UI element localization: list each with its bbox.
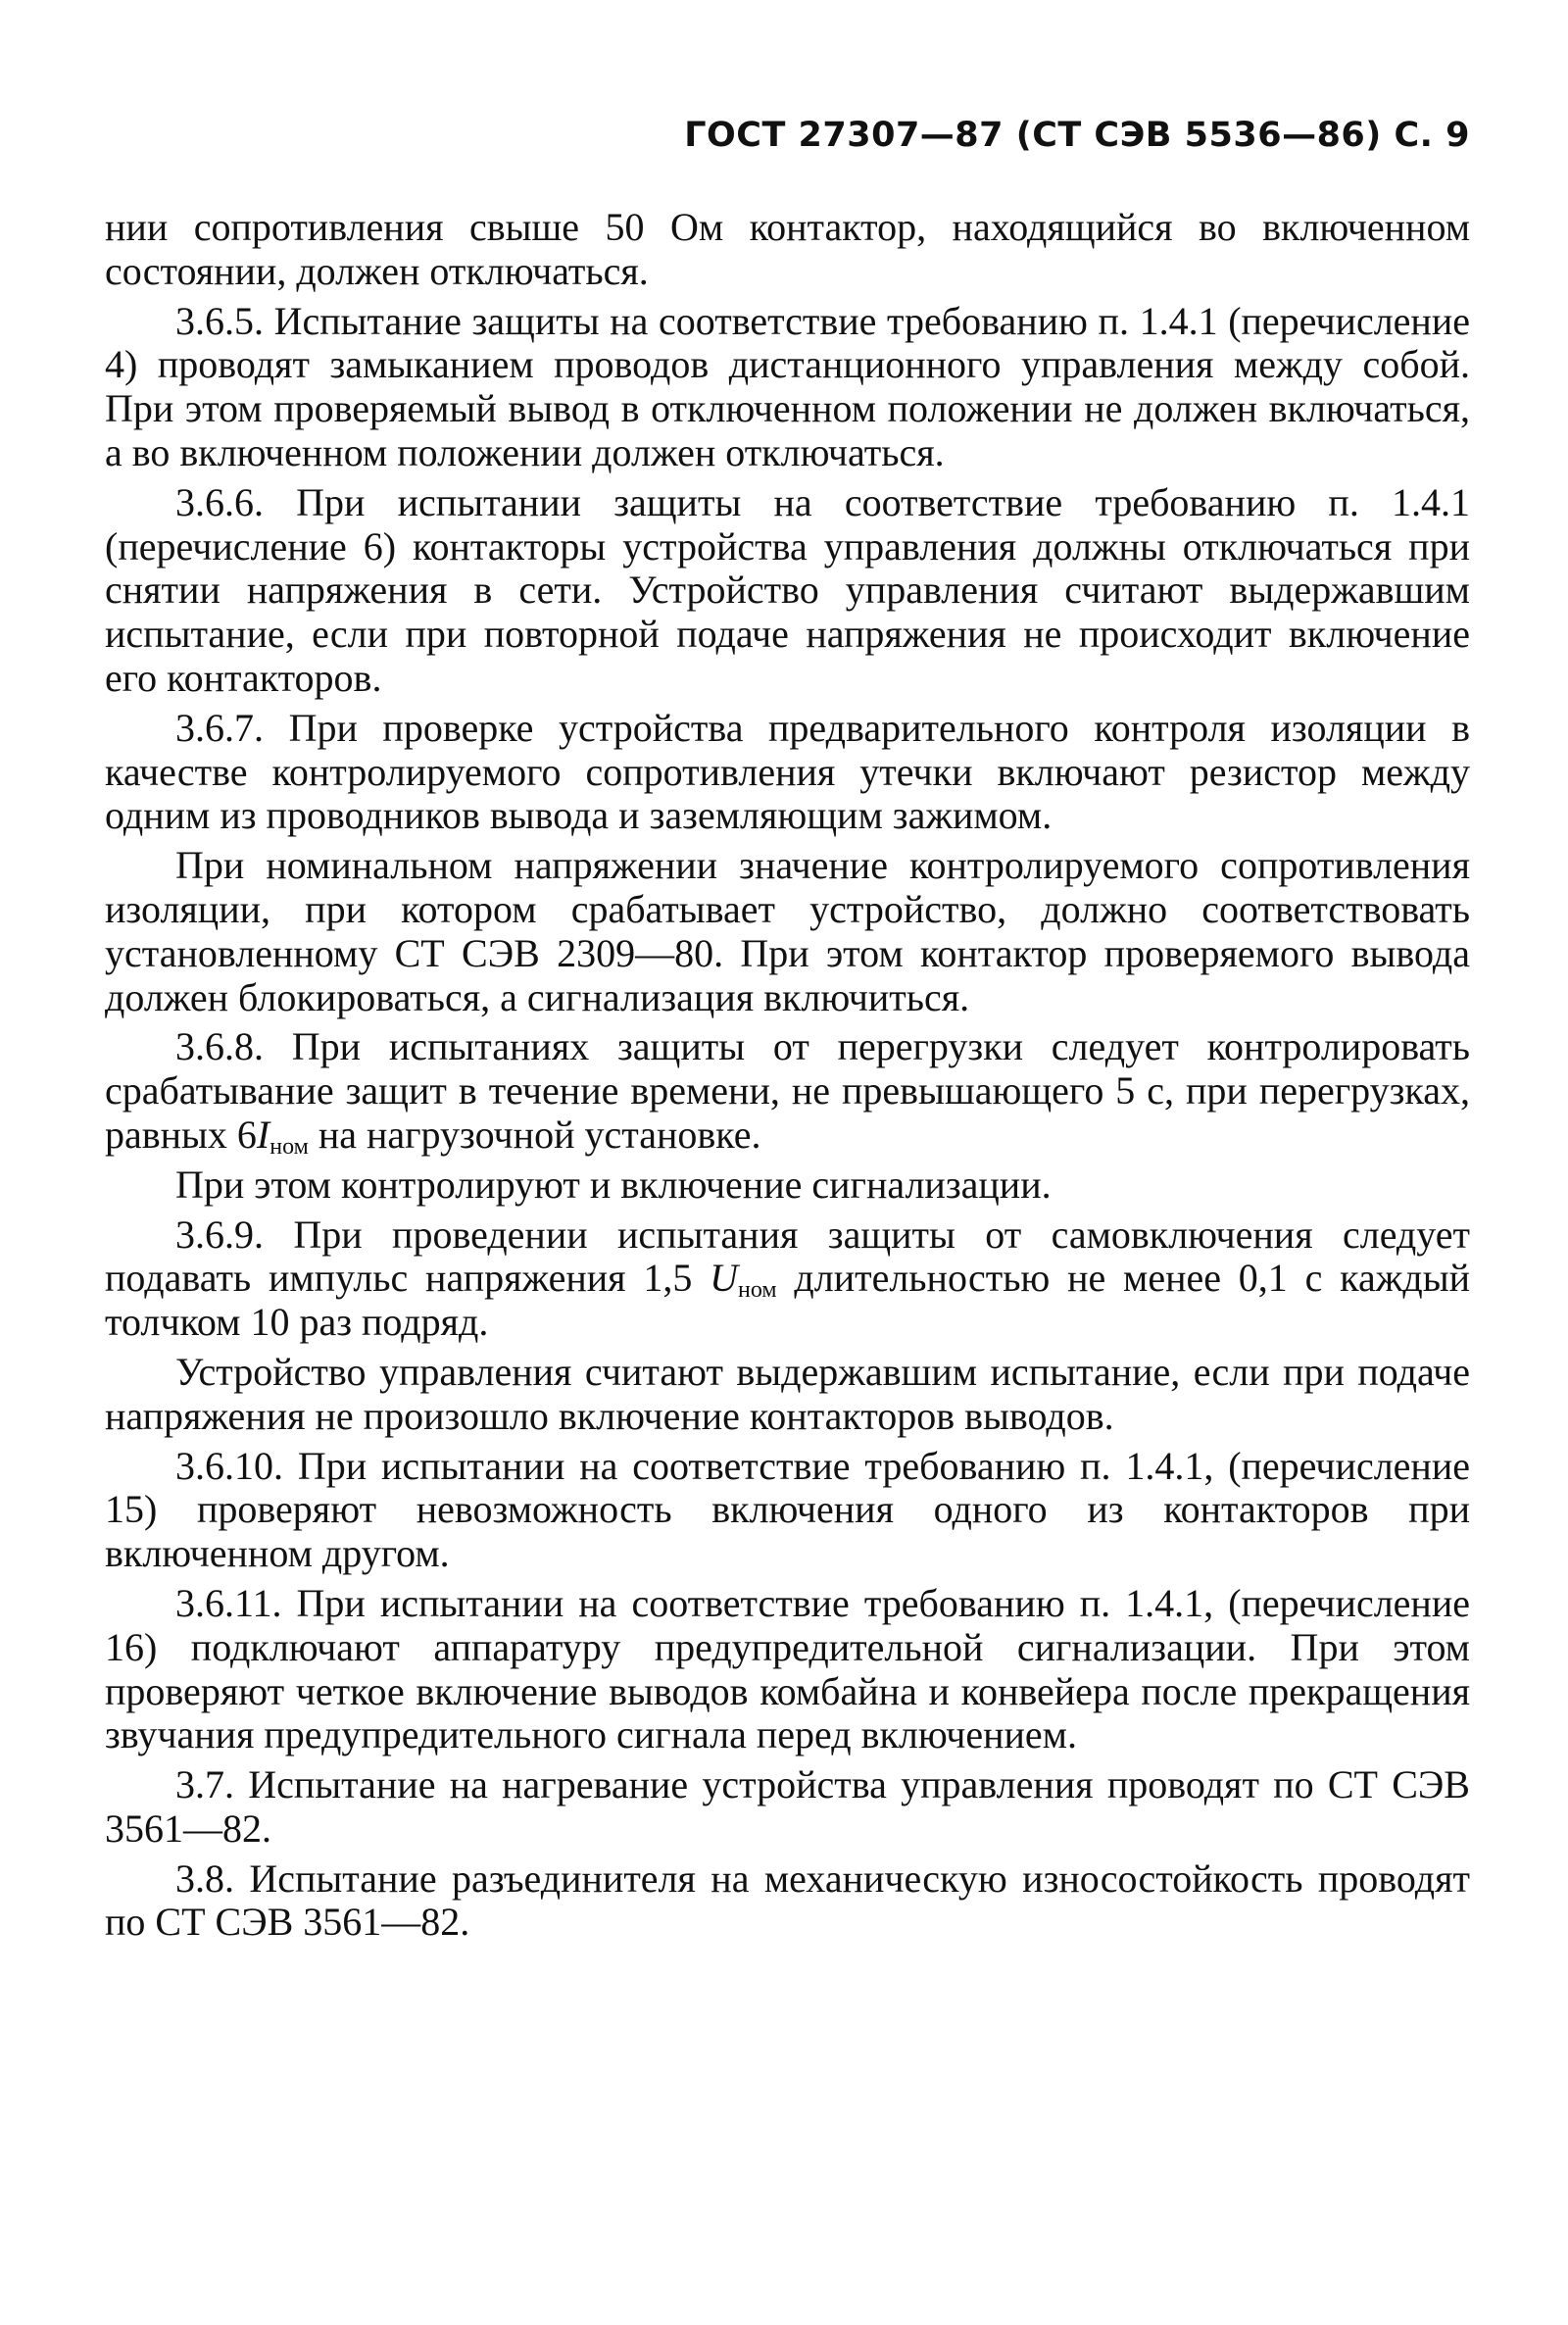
text-run: длительностью не менее 0,1 с каждый толчком 10 раз подряд.	[105, 1256, 1470, 1345]
nominal-subscript: ном	[270, 1133, 309, 1160]
paragraph: Устройство управления считают выдержавшим испытание, если при подаче напряжения не произошло включение контакторов выводов.	[105, 1349, 1470, 1438]
paragraph-3-6-8	[105, 1024, 1470, 1160]
voltage-symbol: U	[710, 1256, 739, 1301]
paragraph-3-6-7: 3.6.7. При проверке устройства предварительного контроля изоляции в качестве контролируемого сопротивления утечки включают резистор между одним из проводников вывода и заземляющим зажимом.	[105, 705, 1470, 838]
text-run: 3.6.8. При испытаниях защиты от перегрузки следует контролировать срабатывание защит в течение времени, не превышающего 5 с, при перегрузках, равных 6	[105, 1024, 1470, 1157]
document-body	[105, 206, 1470, 1951]
paragraph: нии сопротивления свыше 50 Ом контактор, находящийся во включенном состоянии, должен отключаться.	[105, 205, 1470, 293]
paragraph: При этом контролируют и включение сигнализации.	[175, 1162, 1052, 1207]
paragraph-3-6-5: 3.6.5. Испытание защиты на соответствие требованию п. 1.4.1 (перечисление 4) проводят замыканием проводов дистанционного управления между собой. При этом проверяемый вывод в отключенном положении не должен включаться, а во включенном положении должен отключаться.	[105, 298, 1470, 474]
paragraph-3-6-10: 3.6.10. При испытании на соответствие требованию п. 1.4.1, (перечисление 15) проверяют невозможность включения одного из контакторов при включенном другом.	[105, 1443, 1470, 1576]
text-run: 3.6.9. При проведении испытания защиты от самовключения следует подавать импульс напряжения 1,5	[105, 1212, 1470, 1301]
paragraph-3-6-9	[105, 1213, 1470, 1345]
page-header: ГОСТ 27307—87 (СТ СЭВ 5536—86) С. 9	[684, 116, 1470, 155]
nominal-subscript: ном	[738, 1277, 777, 1304]
text-run: на нагрузочной установке.	[308, 1112, 761, 1157]
paragraph-3-8: 3.8. Испытание разъединителя на механическую износостойкость проводят по СТ СЭВ 3561—82.	[105, 1855, 1470, 1945]
paragraph-3-6-11: 3.6.11. При испытании на соответствие требованию п. 1.4.1, (перечисление 16) подключают аппаратуру предупредительной сигнализации. При этом проверяют четкое включение выводов комбайна и конвейера после прекращения звучания предупредительного сигнала перед включением.	[105, 1580, 1470, 1757]
paragraph: При номинальном напряжении значение контролируемого сопротивления изоляции, при котором срабатывает устройство, должно соответствовать установленному СТ СЭВ 2309—80. При этом контактор проверяемого вывода должен блокироваться, а сигнализация включиться.	[105, 843, 1470, 1019]
paragraph-3-6-6: 3.6.6. При испытании защиты на соответствие требованию п. 1.4.1 (перечисление 6) контакторы устройства управления должны отключаться при снятии напряжения в сети. Устройство управления считают выдержавшим испытание, если при повторной подаче напряжения не происходит включение его контакторов.	[105, 479, 1470, 700]
paragraph-3-7: 3.7. Испытание на нагревание устройства управления проводят по СТ СЭВ 3561—82.	[105, 1762, 1470, 1851]
current-symbol: I	[256, 1112, 270, 1157]
